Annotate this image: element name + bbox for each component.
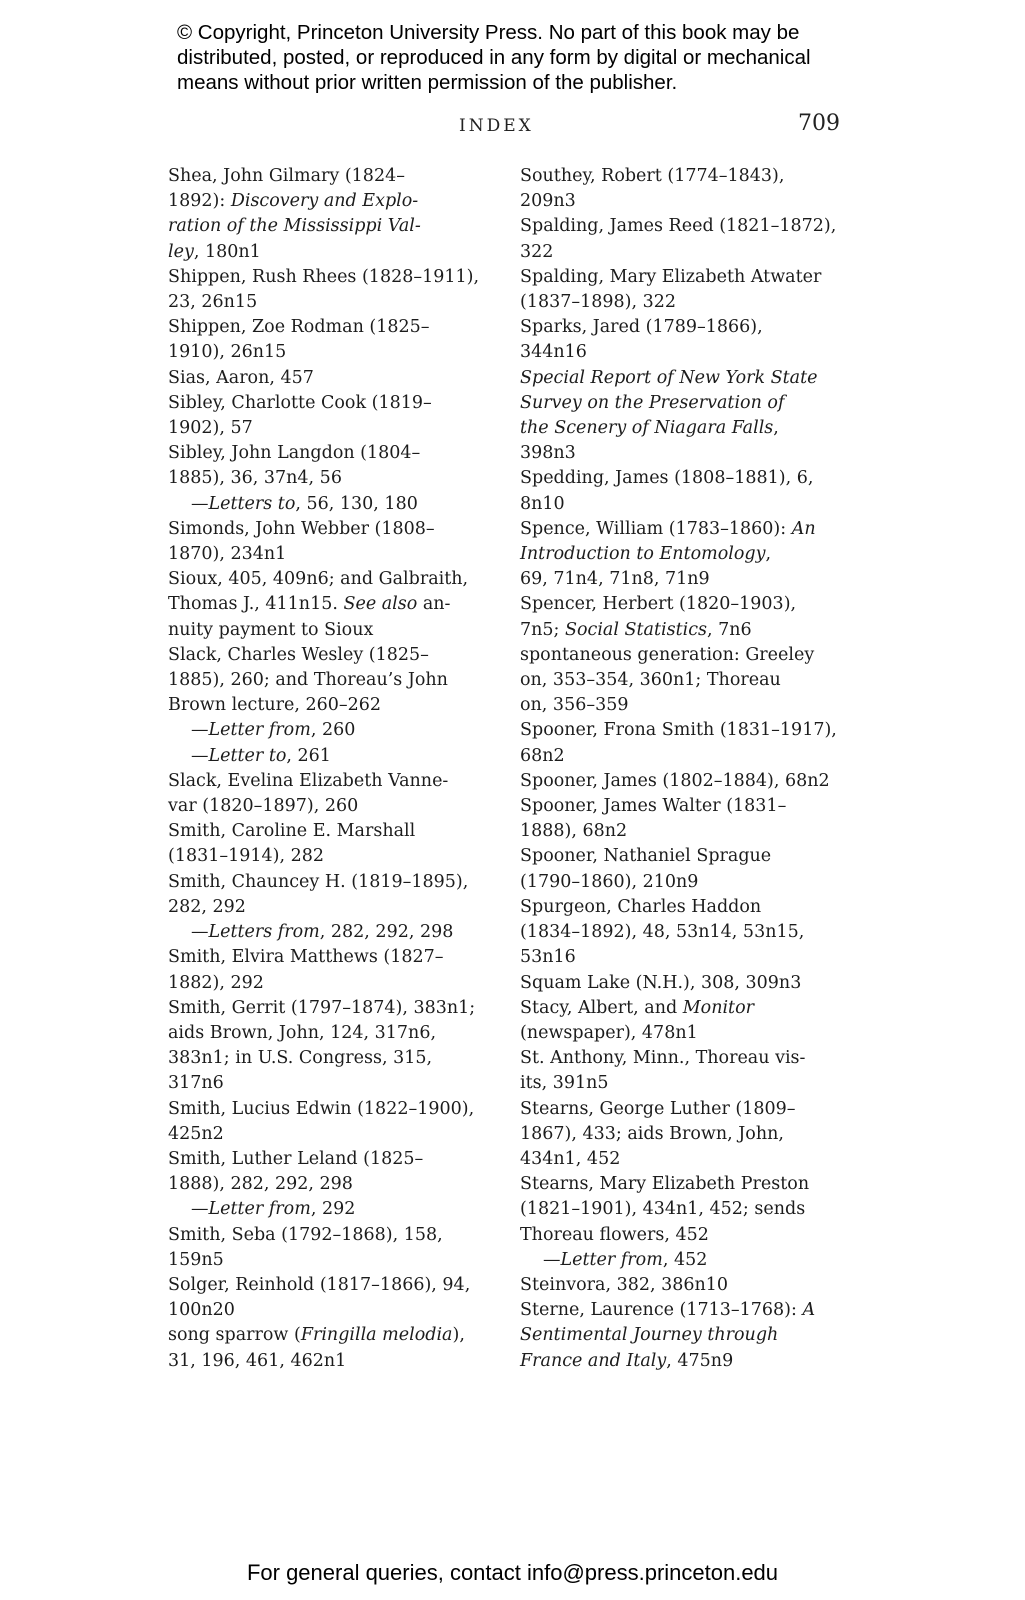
index-entry-line (520, 1046, 850, 1071)
index-entry (168, 996, 500, 1097)
entry-text: , 475n9 (666, 1350, 734, 1371)
index-entry-line (168, 441, 500, 466)
entry-text: Smith, Seba (1792–1868), 158, (168, 1224, 443, 1245)
entry-text: (1831–1914), 282 (168, 846, 325, 867)
entry-text: Simonds, John Webber (1808– (168, 518, 435, 539)
index-entry (168, 1147, 500, 1197)
entry-text: 69, 71n4, 71n8, 71n9 (520, 569, 710, 590)
entry-text: 344n16 (520, 342, 587, 363)
entry-text: , 56, 130, 180 (295, 493, 418, 514)
entry-text: (1837–1898), 322 (520, 292, 677, 313)
entry-text: an- (417, 594, 451, 615)
entry-text: , 282, 292, 298 (319, 922, 454, 943)
italic-text: the Scenery of Niagara Falls (520, 418, 774, 439)
index-entry-line (520, 315, 850, 340)
index-entry-line (168, 971, 500, 996)
entry-text: , 180n1 (193, 241, 261, 262)
copyright-line: distributed, posted, or reproduced in any form by digital or mechanical (177, 46, 811, 69)
entry-text: 209n3 (520, 191, 576, 212)
italic-text: Introduction to Entomology (520, 544, 766, 565)
index-entry-line (168, 1071, 500, 1096)
entry-text: 317n6 (168, 1073, 224, 1094)
index-entry-line (520, 895, 850, 920)
index-entry-line (168, 315, 500, 340)
italic-text: A (802, 1300, 816, 1321)
entry-text: on, 356–359 (520, 695, 629, 716)
italic-text: Letter from (208, 1199, 311, 1220)
index-entry-line (520, 643, 850, 668)
index-entry-line (191, 1197, 500, 1222)
italic-text: Letter from (560, 1249, 663, 1270)
index-entry-line (520, 542, 850, 567)
entry-text: 1867), 433; aids Brown, John, (520, 1123, 784, 1144)
entry-text: , 7n6 (707, 619, 752, 640)
entry-text: 1902), 57 (168, 418, 253, 439)
index-entry-line (168, 517, 500, 542)
entry-text: Smith, Lucius Edwin (1822–1900), (168, 1098, 475, 1119)
index-entry (520, 315, 850, 365)
index-entry-line (520, 366, 850, 391)
index-entry (520, 164, 850, 214)
index-entry-line (520, 718, 850, 743)
entry-text: (newspaper), 478n1 (520, 1022, 698, 1043)
index-entry-line (168, 189, 500, 214)
index-entry (168, 567, 500, 643)
running-head: INDEX (459, 116, 534, 136)
index-entry-line (543, 1248, 850, 1273)
entry-text: Spalding, James Reed (1821–1872), (520, 216, 837, 237)
index-entry-line (168, 819, 500, 844)
entry-text: Spooner, Nathaniel Sprague (520, 846, 772, 867)
index-entry (520, 214, 850, 264)
italic-text: ley (168, 241, 194, 262)
index-entry-line (168, 1248, 500, 1273)
index-entry-line (191, 920, 500, 945)
entry-text: 23, 26n15 (168, 292, 258, 313)
index-entry (168, 315, 500, 365)
index-entry (520, 996, 850, 1046)
index-entry-line (168, 1298, 500, 1323)
page-number: 709 (798, 111, 840, 136)
index-entry (168, 517, 500, 567)
index-entry-line (520, 945, 850, 970)
index-entry-line (520, 693, 850, 718)
index-entry (520, 366, 850, 467)
index-entry-line (520, 189, 850, 214)
index-entry-line (168, 1323, 500, 1348)
index-entry-line (520, 1097, 850, 1122)
index-entry-line (520, 744, 850, 769)
index-entry-line (168, 466, 500, 491)
entry-text: 1888), 68n2 (520, 821, 628, 842)
entry-text: 31, 196, 461, 462n1 (168, 1350, 347, 1371)
entry-text: Shea, John Gilmary (1824– (168, 166, 405, 186)
index-entry-line (191, 718, 500, 743)
entry-text: 1870), 234n1 (168, 544, 287, 565)
index-entry (520, 592, 850, 642)
index-entry-line (168, 794, 500, 819)
index-entry-line (520, 214, 850, 239)
italic-text: Letter to (208, 745, 287, 766)
index-entry (168, 441, 500, 491)
italic-text: Survey on the Preservation of (520, 392, 785, 413)
index-subentry (168, 492, 500, 517)
italic-text: An (791, 518, 816, 539)
entry-text: Stearns, George Luther (1809– (520, 1098, 796, 1119)
index-entry-line (520, 618, 850, 643)
index-column-left (168, 164, 500, 1374)
entry-text: , 261 (286, 745, 331, 766)
entry-text: Steinvora, 382, 386n10 (520, 1274, 729, 1295)
entry-text: Spooner, James Walter (1831– (520, 796, 787, 817)
entry-text: Solger, Reinhold (1817–1866), 94, (168, 1274, 471, 1295)
index-entry-line (520, 164, 850, 189)
index-entry-line (520, 1223, 850, 1248)
index-entry (168, 819, 500, 869)
index-entry-line (168, 870, 500, 895)
entry-text: Sparks, Jared (1789–1866), (520, 317, 763, 338)
entry-text: song sparrow ( (168, 1325, 301, 1346)
entry-text: Spence, William (1783–1860): (520, 518, 792, 539)
entry-text: 100n20 (168, 1300, 235, 1321)
index-entry-line (520, 1172, 850, 1197)
entry-text: Shippen, Zoe Rodman (1825– (168, 317, 430, 338)
index-entry-line (520, 592, 850, 617)
entry-text: Smith, Chauncey H. (1819–1895), (168, 871, 469, 892)
index-entry (168, 945, 500, 995)
index-entry (520, 1046, 850, 1096)
entry-text: Spedding, James (1808–1881), 6, (520, 468, 814, 489)
entry-text: 53n16 (520, 947, 576, 968)
entry-text: , 260 (310, 720, 356, 741)
index-entry-line (168, 1046, 500, 1071)
index-subentry (168, 744, 500, 769)
entry-text: Smith, Luther Leland (1825– (168, 1148, 424, 1169)
index-entry-line (168, 391, 500, 416)
index-entry-line (168, 164, 500, 189)
index-entry-line (520, 819, 850, 844)
entry-text: Shippen, Rush Rhees (1828–1911), (168, 266, 480, 287)
index-entry-line (168, 996, 500, 1021)
entry-text: , 292 (310, 1199, 356, 1220)
index-subentry (168, 920, 500, 945)
index-entry-line (520, 1273, 850, 1298)
index-entry-line (191, 744, 500, 769)
index-entry-line (520, 265, 850, 290)
entry-text: its, 391n5 (520, 1073, 609, 1094)
index-entry (520, 1172, 850, 1248)
index-entry-line (520, 466, 850, 491)
index-entry (520, 517, 850, 593)
entry-text: Southey, Robert (1774–1843), (520, 166, 785, 186)
index-entry-line (168, 214, 500, 239)
entry-text: — (191, 745, 209, 766)
index-entry (520, 643, 850, 719)
entry-text: aids Brown, John, 124, 317n6, (168, 1022, 437, 1043)
index-entry-line (520, 1298, 850, 1323)
footer-contact: For general queries, contact info@press.princeton.edu (246, 1560, 779, 1585)
entry-text: 1885), 36, 37n4, 56 (168, 468, 342, 489)
index-entry-line (168, 265, 500, 290)
entry-text: 322 (520, 241, 554, 262)
index-entry (520, 844, 850, 894)
entry-text: — (543, 1249, 561, 1270)
index-entry (520, 1273, 850, 1298)
entry-text: , (773, 418, 779, 439)
copyright-line: means without prior written permission of the publisher. (177, 71, 678, 94)
index-entry-line (520, 769, 850, 794)
index-entry-line (520, 1021, 850, 1046)
entry-text: Stearns, Mary Elizabeth Preston (520, 1174, 810, 1195)
index-entry-line (168, 618, 500, 643)
index-entry-line (520, 1323, 850, 1348)
index-entry (168, 870, 500, 920)
entry-text: (1834–1892), 48, 53n14, 53n15, (520, 922, 805, 943)
index-entry-line (168, 1021, 500, 1046)
index-entry (520, 265, 850, 315)
copyright-notice (177, 20, 897, 95)
index-entry (520, 794, 850, 844)
index-entry (168, 1223, 500, 1273)
entry-text: Spooner, James (1802–1884), 68n2 (520, 770, 830, 791)
entry-text: , (765, 544, 772, 565)
index-entry-line (520, 391, 850, 416)
index-entry (520, 466, 850, 516)
entry-text: (1821–1901), 434n1, 452; sends (520, 1199, 806, 1220)
italic-text: France and Italy (520, 1350, 667, 1371)
index-subentry (168, 718, 500, 743)
entry-text: 434n1, 452 (520, 1148, 621, 1169)
index-entry-line (168, 1223, 500, 1248)
entry-text: Sioux, 405, 409n6; and Galbraith, (168, 569, 469, 590)
index-entry (168, 1273, 500, 1323)
index-subentry (168, 1197, 500, 1222)
entry-text: 7n5; (520, 619, 565, 640)
entry-text: 1882), 292 (168, 972, 264, 993)
index-entry-line (520, 441, 850, 466)
index-entry-line (168, 290, 500, 315)
index-entry-line (520, 240, 850, 265)
index-entry (520, 769, 850, 794)
entry-text: Spurgeon, Charles Haddon (520, 896, 762, 917)
index-entry-line (168, 1122, 500, 1147)
entry-text: 1885), 260; and Thoreau’s John (168, 670, 448, 691)
index-entry-line (520, 290, 850, 315)
index-entry (168, 366, 500, 391)
index-entry-line (168, 643, 500, 668)
entry-text: ), (452, 1325, 465, 1346)
entry-text: nuity payment to Sioux (168, 619, 374, 640)
index-entry-line (168, 844, 500, 869)
index-subentry (520, 1248, 850, 1273)
entry-text: Brown lecture, 260–262 (168, 695, 382, 716)
index-entry-line (168, 1147, 500, 1172)
index-entry-line (520, 1122, 850, 1147)
index-entry-line (168, 340, 500, 365)
italic-text: Discovery and Explo- (230, 191, 419, 212)
index-entry-line (520, 1071, 850, 1096)
index-entry (520, 1097, 850, 1173)
index-entry-line (520, 567, 850, 592)
entry-text: Slack, Charles Wesley (1825– (168, 644, 429, 665)
entry-text: — (191, 720, 209, 741)
index-column-right (520, 164, 850, 1374)
entry-text: Spalding, Mary Elizabeth Atwater (520, 266, 822, 287)
index-entry-line (520, 1147, 850, 1172)
entry-text: 68n2 (520, 745, 565, 766)
entry-text: var (1820–1897), 260 (168, 796, 359, 817)
entry-text: Spooner, Frona Smith (1831–1917), (520, 720, 837, 741)
italic-text: Monitor (682, 997, 754, 1018)
entry-text: Squam Lake (N.H.), 308, 309n3 (520, 972, 802, 993)
entry-text: — (191, 922, 209, 943)
entry-text: 1888), 282, 292, 298 (168, 1174, 353, 1195)
index-entry (168, 391, 500, 441)
index-entry (520, 1298, 850, 1374)
entry-text: Thoreau flowers, 452 (520, 1224, 709, 1245)
index-entry-line (168, 693, 500, 718)
entry-text: Smith, Caroline E. Marshall (168, 821, 416, 842)
index-entry (168, 643, 500, 719)
index-entry-line (520, 1349, 850, 1374)
italic-text: ration of the Mississippi Val- (168, 216, 421, 237)
entry-text: — (191, 1199, 209, 1220)
index-entry (520, 895, 850, 971)
italic-text: See also (343, 594, 418, 615)
entry-text: Stacy, Albert, and (520, 997, 683, 1018)
italic-text: Social Statistics (565, 619, 707, 640)
entry-text: Sibley, Charlotte Cook (1819– (168, 392, 432, 413)
index-entry (168, 265, 500, 315)
index-entry-line (168, 240, 500, 265)
index-entry-line (168, 1349, 500, 1374)
copyright-line: © Copyright, Princeton University Press. No part of this book may be (177, 21, 800, 44)
index-entry-line (168, 542, 500, 567)
entry-text: 159n5 (168, 1249, 224, 1270)
entry-text: on, 353–354, 360n1; Thoreau (520, 670, 781, 691)
entry-text: Spencer, Herbert (1820–1903), (520, 594, 797, 615)
index-entry-line (520, 517, 850, 542)
index-entry (168, 769, 500, 819)
entry-text: 383n1; in U.S. Congress, 315, (168, 1048, 433, 1069)
italic-text: Sentimental Journey through (520, 1325, 779, 1346)
index-entry-line (520, 920, 850, 945)
entry-text: , 452 (662, 1249, 708, 1270)
index-entry (520, 718, 850, 768)
index-entry (520, 971, 850, 996)
index-entry-line (520, 971, 850, 996)
index-entry-line (191, 492, 500, 517)
entry-text: Smith, Elvira Matthews (1827– (168, 947, 444, 968)
entry-text: Sibley, John Langdon (1804– (168, 443, 421, 464)
index-entry (168, 164, 500, 265)
index-entry (168, 1323, 500, 1373)
italic-text: Letter from (208, 720, 311, 741)
index-entry-line (168, 895, 500, 920)
index-entry-line (520, 492, 850, 517)
entry-text: 8n10 (520, 493, 565, 514)
entry-text: 425n2 (168, 1123, 224, 1144)
index-entry-line (168, 769, 500, 794)
entry-text: spontaneous generation: Greeley (520, 644, 815, 665)
entry-text: 282, 292 (168, 896, 246, 917)
italic-text: Fringilla melodia (300, 1325, 453, 1346)
index-entry-line (168, 592, 500, 617)
italic-text: Letters to (208, 493, 296, 514)
index-entry-line (520, 1197, 850, 1222)
entry-text: Smith, Gerrit (1797–1874), 383n1; (168, 997, 476, 1018)
entry-text: 1892): (168, 191, 231, 212)
index-entry-line (168, 416, 500, 441)
index-entry-line (520, 668, 850, 693)
index-entry-line (168, 945, 500, 970)
entry-text: Slack, Evelina Elizabeth Vanne- (168, 770, 449, 791)
index-entry-line (520, 416, 850, 441)
entry-text: Thomas J., 411n15. (168, 594, 344, 615)
index-entry-line (520, 340, 850, 365)
index-entry-line (168, 1097, 500, 1122)
entry-text: — (191, 493, 209, 514)
index-entry-line (168, 668, 500, 693)
entry-text: Sias, Aaron, 457 (168, 367, 314, 388)
index-entry-line (168, 567, 500, 592)
entry-text: St. Anthony, Minn., Thoreau vis- (520, 1048, 806, 1069)
entry-text: Sterne, Laurence (1713–1768): (520, 1300, 803, 1321)
index-entry (168, 1097, 500, 1147)
entry-text: 1910), 26n15 (168, 342, 287, 363)
entry-text: 398n3 (520, 443, 576, 464)
index-entry-line (520, 844, 850, 869)
index-entry-line (520, 870, 850, 895)
index-entry-line (168, 1273, 500, 1298)
index-entry-line (168, 1172, 500, 1197)
italic-text: Letters from (208, 922, 320, 943)
italic-text: Special Report of New York State (520, 367, 818, 388)
entry-text: (1790–1860), 210n9 (520, 871, 699, 892)
index-entry-line (520, 996, 850, 1021)
index-entry-line (168, 366, 500, 391)
index-entry-line (520, 794, 850, 819)
